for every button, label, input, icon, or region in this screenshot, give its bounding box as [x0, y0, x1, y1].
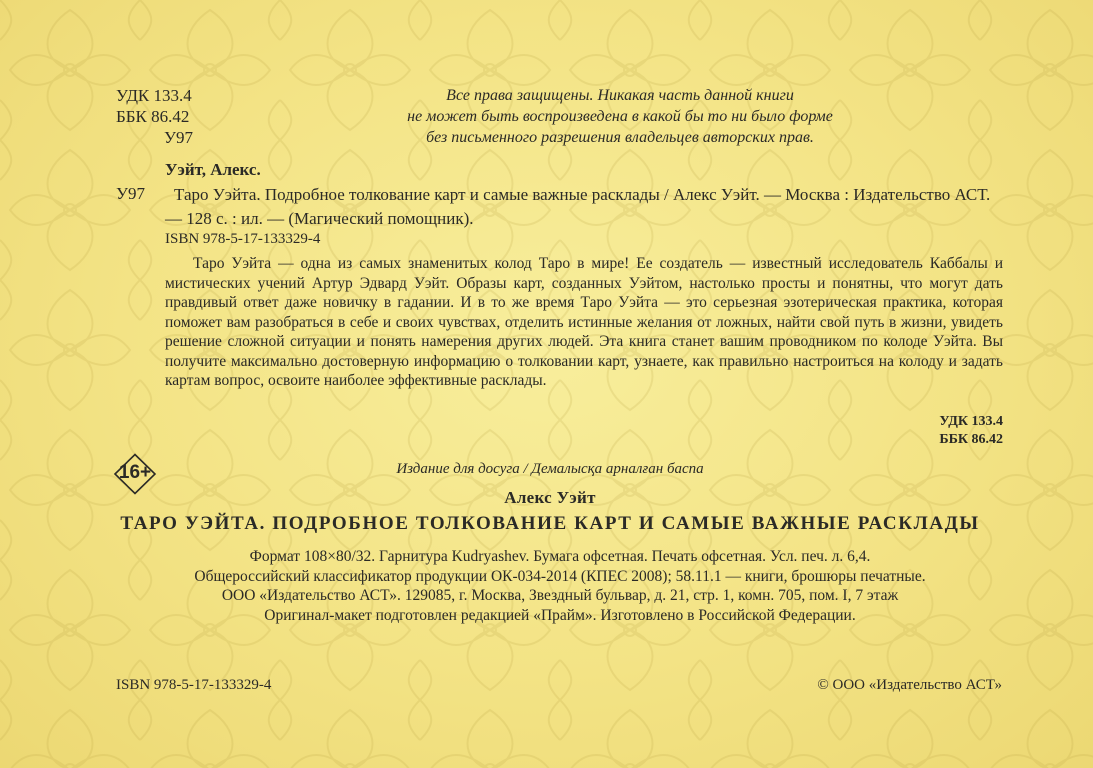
colophon	[90, 547, 1030, 625]
udk-code: УДК 133.4	[116, 86, 192, 105]
bibliographic-code: У97	[116, 184, 146, 203]
rights-notice-line: без письменного разрешения владельцев авторских прав.	[426, 129, 814, 146]
isbn-record: ISBN 978-5-17-133329-4	[165, 231, 321, 247]
colophon-line: Формат 108×80/32. Гарнитура Kudryashev. Бумага офсетная. Печать офсетная. Усл. печ. л. 6,4.	[249, 548, 871, 565]
rights-notice-line: не может быть воспроизведена в какой бы то ни было форме	[407, 108, 833, 125]
author-name: Алекс Уэйт	[504, 488, 596, 507]
rights-notice	[330, 85, 910, 148]
colophon-line: ООО «Издательство АСТ». 129085, г. Москва, Звездный бульвар, д. 21, стр. 1, комн. 705, пом. I, 7 этаж	[221, 587, 899, 604]
footer-copyright: © ООО «Издательство АСТ»	[817, 677, 1002, 693]
udk-code-right: УДК 133.4	[939, 414, 1003, 429]
classification-right-block	[840, 413, 1003, 449]
edition-note: Издание для досуга / Демалысқа арналған баспа	[396, 461, 704, 477]
bbk-code: ББК 86.42	[116, 107, 190, 126]
footer-isbn: ISBN 978-5-17-133329-4	[116, 677, 272, 693]
author-mark: У97	[164, 128, 194, 147]
colophon-line: Оригинал-макет подготовлен редакцией «Прайм». Изготовлено в Российской Федерации.	[264, 606, 856, 624]
bbk-code-right: ББК 86.42	[939, 432, 1003, 447]
colophon-line: Общероссийский классификатор продукции ОК-034-2014 (КПЕС 2008); 58.11.1 — книги, брошюры печатные.	[194, 567, 926, 585]
book-annotation: Таро Уэйта — одна из самых знаменитых колод Таро в мире! Ее создатель — известный исследователь Каббалы и мистических учений Артур Эдвард Уэйт. Образы карт, созданных Уэйтом, настолько просты и понятны, что могут дать правдивый ответ даже новичку в гадании. И в то же время Таро Уэйта — это серьезная эзотерическая практика, которая поможет вам разобраться в себе и своих чувствах, отделить истинные желания от ложных, найти свой путь в жизни, увидеть решение сложной ситуации и понять намерения других людей. Эта книга станет вашим проводником по колоде Уэйта. Вы получите максимально достоверную информацию о толковании карт, узнаете, как правильно настроиться на колоду и задать картам вопрос, освоите наиболее эффективные расклады.	[165, 255, 1003, 389]
rights-notice-line: Все права защищены. Никакая часть данной книги	[446, 87, 794, 104]
age-rating-label: 16+	[118, 462, 152, 483]
book-title: ТАРО УЭЙТА. ПОДРОБНОЕ ТОЛКОВАНИЕ КАРТ И САМЫЕ ВАЖНЫЕ РАСКЛАДЫ	[120, 513, 980, 534]
bibliographic-description: Таро Уэйта. Подробное толкование карт и самые важные расклады / Алекс Уэйт. — Москва : Издательство АСТ. — 128 с. : ил. — (Магический помощник).	[165, 185, 991, 228]
author-heading: Уэйт, Алекс.	[165, 160, 261, 179]
classification-codes-block	[116, 85, 193, 148]
